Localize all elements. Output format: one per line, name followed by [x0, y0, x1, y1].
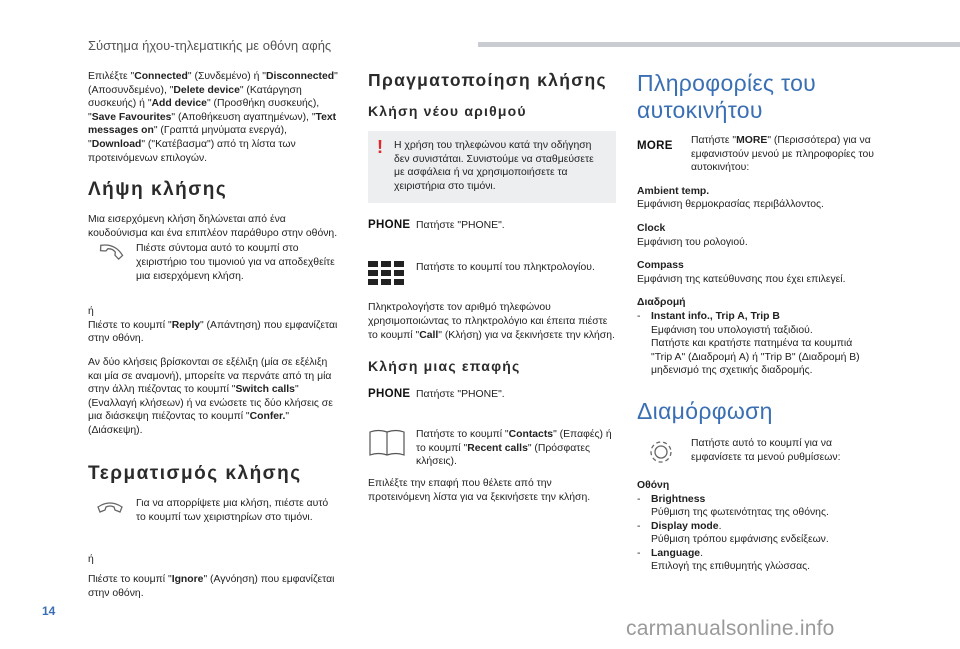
- column-3: Πληροφορίες του αυτοκινήτου MORE Πατήστε "MORE" (Περισσότερα) για να εμφανιστούν μενού με πληροφορίες του αυτοκινήτου: Ambient temp. Εμφάνιση θερμοκρασίας περιβάλλοντος. Clock Εμφάνιση του ρολογιού. Compass Εμφάνιση της κατεύθυνσης που έχει επιλεγεί. Διαδρομή - Instant info., Trip A, Trip B Εμφάνιση του υπολογιστή ταξιδιού. Πατήστε και κρατήστε πατημένα τα κουμπιά "Trip A" (Διαδρομή A) ή "Trip B" (Διαδρομή B) μηδενισμό της σχετικής διαδρομής. Διαμόρφωση Πατήστε αυτό το κουμπί για να εμφανίσετε τα μενού ρυθμίσεων: Οθόνη - Brightness Ρύθμιση της φωτεινότητας της οθόνης. - Display mode. Ρύθμιση τρόπου εμφάνισης ενδείξεων. - Language. Επιλογή της επιθυμητής γλώσσας.: [637, 70, 874, 573]
- receive-icon-text: Πιέστε σύντομα αυτό το κουμπί στο χειριστήριο του τιμονιού για να αποδεχθείτε μια εισερχόμενη κλήση.: [136, 243, 335, 282]
- ambient-title: Ambient temp.: [637, 185, 710, 197]
- more-label: MORE: [637, 140, 673, 152]
- header-bar: [478, 42, 960, 47]
- warning-icon: !: [377, 137, 383, 157]
- page-number: 14: [42, 604, 56, 618]
- screen-title: Οθόνη: [637, 479, 670, 491]
- route-item: Instant info., Trip A, Trip B: [651, 310, 780, 322]
- route-title: Διαδρομή: [637, 297, 686, 309]
- two-calls-paragraph: Αν δύο κλήσεις βρίσκονται σε εξέλιξη (μία σε εξέλιξη και μία σε αναμονή), μπορείτε να περνάτε από τη μία στην άλλη πιέζοντας το κουμπί "Switch calls" (Εναλλαγή κλήσεων) ή να ενώσετε τις δύο κλήσεις σε μια διάσκεψη πιέζοντας το κουμπί "Confer." (Διάσκεψη).: [88, 356, 333, 436]
- press-phone-text-1: Πατήστε "PHONE".: [416, 220, 505, 232]
- receive-call-heading: Λήψη κλήσης: [88, 179, 228, 201]
- make-call-heading: Πραγματοποίηση κλήσης: [368, 70, 607, 90]
- dial-paragraph: Πληκτρολογήστε τον αριθμό τηλεφώνου χρησιμοποιώντας το πληκτρολόγιο και έπειτα πιέστε το κουμπί "Call" (Κλήση) για να ξεκινήσετε την κλήση.: [368, 302, 615, 341]
- contacts-book-icon: [368, 428, 412, 462]
- or-text-2: ή: [88, 554, 94, 566]
- settings-gear-icon: [637, 437, 685, 471]
- warning-text: Η χρήση του τηλεφώνου κατά την οδήγηση δεν συνιστάται. Συνιστούμε να σταθμεύσετε με ασφάλεια ή να χρησιμοποιήσετε τα χειριστήρια στο τιμόνι.: [394, 140, 594, 192]
- vehicle-info-heading: Πληροφορίες του αυτοκινήτου: [637, 70, 817, 123]
- clock-text: Εμφάνιση του ρολογιού.: [637, 236, 748, 248]
- page-header-title: Σύστημα ήχου-τηλεματικής με οθόνη αφής: [88, 38, 332, 53]
- contacts-paragraph: Πατήστε το κουμπί "Contacts" (Επαφές) ή το κουμπί "Recent calls" (Πρόσφατες κλήσεις).: [416, 429, 612, 468]
- phone-label-2: PHONE: [368, 388, 411, 401]
- settings-item-display-mode: - Display mode. Ρύθμιση τρόπου εμφάνισης ενδείξεων.: [637, 520, 829, 546]
- contact-call-heading: Κλήση μιας επαφής: [368, 358, 521, 375]
- column-2: [368, 70, 616, 504]
- end-call-heading: Τερματισμός κλήσης: [88, 463, 302, 485]
- settings-item-language: - Language. Επιλογή της επιθυμητής γλώσσας.: [637, 547, 811, 573]
- watermark: carmanualsonline.info: [626, 617, 835, 640]
- phone-label: PHONE: [368, 219, 411, 232]
- more-paragraph: Πατήστε "MORE" (Περισσότερα) για να εμφανιστούν μενού με πληροφορίες του αυτοκινήτου:: [691, 135, 874, 174]
- keypad-text: Πατήστε το κουμπί του πληκτρολογίου.: [416, 262, 595, 274]
- new-number-heading: Κλήση νέου αριθμού: [368, 103, 527, 119]
- configuration-heading: Διαμόρφωση: [637, 397, 773, 424]
- clock-title: Clock: [637, 222, 666, 234]
- ignore-paragraph: Πιέστε το κουμπί "Ignore" (Αγνόηση) που εμφανίζεται στην οθόνη.: [88, 574, 335, 599]
- ambient-text: Εμφάνιση θερμοκρασίας περιβάλλοντος.: [637, 199, 824, 211]
- column-1: [88, 70, 338, 600]
- warning-note: [368, 131, 616, 203]
- route-text: Εμφάνιση του υπολογιστή ταξιδιού. Πατήστε και κρατήστε πατημένα τα κουμπιά "Trip A" (Διαδρομή A) ή "Trip B" (Διαδρομή B) μηδενισμό της σχετικής διαδρομής.: [651, 324, 860, 377]
- receive-call-text: Μια εισερχόμενη κλήση δηλώνεται από ένα κουδούνισμα και ένα επιπλέον παράθυρο στην οθόνη.: [88, 214, 338, 239]
- end-icon-text: Για να απορρίψετε μια κλήση, πιέστε αυτό το κουμπί των χειριστηρίων στο τιμόνι.: [136, 498, 329, 524]
- select-contact-text: Επιλέξτε την επαφή που θέλετε από την προτεινόμενη λίστα για να ξεκινήσετε την κλήση.: [368, 477, 591, 503]
- keypad-icon: [368, 261, 412, 295]
- settings-item-brightness: - Brightness Ρύθμιση της φωτεινότητας της οθόνης.: [637, 493, 829, 519]
- compass-text: Εμφάνιση της κατεύθυνσης που έχει επιλεγεί.: [637, 273, 846, 285]
- press-phone-text-2: Πατήστε "PHONE".: [416, 389, 505, 401]
- compass-title: Compass: [637, 260, 684, 272]
- intro-paragraph: Επιλέξτε "Connected" (Συνδεμένο) ή "Disconnected" (Αποσυνδεμένο), "Delete device" (Κατάργηση συσκευής) ή "Add device" (Προσθήκη συσκευής), "Save Favourites" (Αποθήκευση αγαπημένων), "Text messages on" (Γραπτά μηνύματα ενεργά), "Download" ("Κατέβασμα") από τη λίστα των προτεινόμενων επιλογών.: [88, 71, 338, 164]
- config-icon-text: Πατήστε αυτό το κουμπί για να εμφανίσετε τα μενού ρυθμίσεων:: [691, 437, 841, 463]
- phone-hangup-icon: [88, 497, 132, 531]
- reply-paragraph: Πιέστε το κουμπί "Reply" (Απάντηση) που εμφανίζεται στην οθόνη.: [88, 319, 338, 345]
- or-text-1: ή: [88, 306, 94, 318]
- phone-pickup-icon: [88, 242, 132, 276]
